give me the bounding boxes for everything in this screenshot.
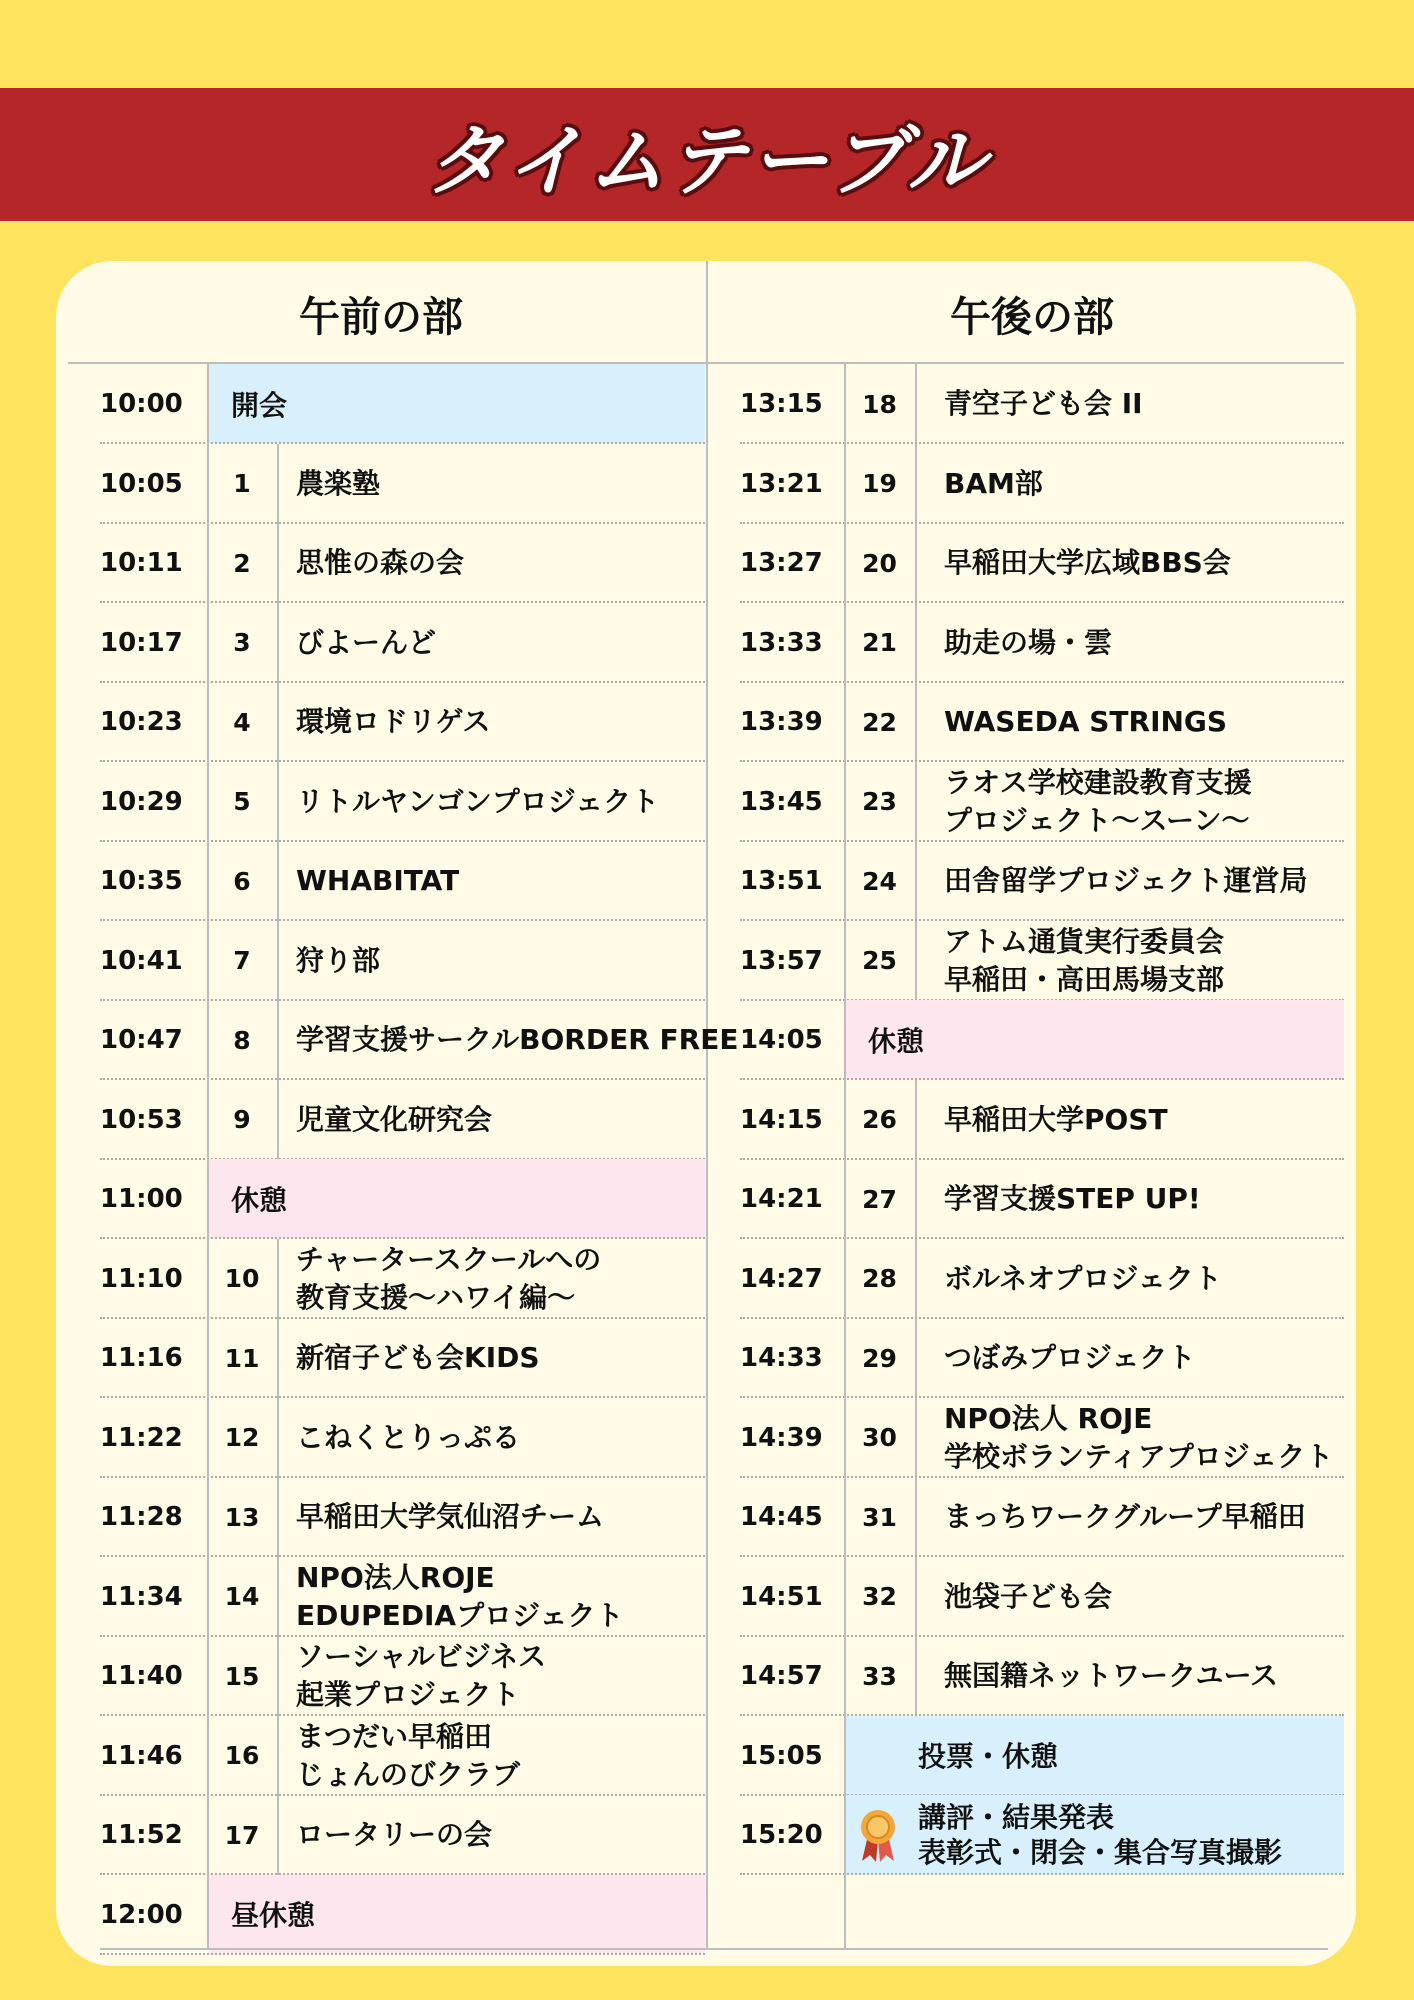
number-divider [915, 1398, 917, 1478]
entry-name [944, 1398, 1333, 1478]
entry-number: 33 [862, 1661, 897, 1691]
number-divider [277, 1318, 279, 1398]
entry-name [296, 523, 464, 603]
schedule-row [740, 364, 1344, 444]
number-divider [915, 1318, 917, 1398]
entry-name-line: EDUPEDIAプロジェクト [296, 1598, 624, 1632]
time-label: 11:40 [100, 1661, 183, 1691]
number-divider [915, 444, 917, 524]
entry-name-line: 早稲田大学広域BBS会 [944, 546, 1231, 579]
entry-number: 14 [224, 1582, 260, 1611]
entry-number: 23 [862, 787, 897, 816]
entry-number: 17 [224, 1820, 260, 1850]
schedule-row [100, 1875, 705, 1955]
entry-number: 13 [224, 1502, 260, 1532]
entry-name [944, 1080, 1168, 1160]
entry-number: 9 [233, 1105, 251, 1134]
time-label: 11:28 [100, 1502, 183, 1532]
schedule-row [100, 523, 705, 603]
number-divider [277, 1557, 279, 1637]
entry-number: 32 [862, 1582, 897, 1611]
row-rule [100, 1953, 705, 1955]
entry-name [944, 603, 1112, 683]
time-label: 14:57 [740, 1661, 823, 1691]
entry-name-line: こねくとりっぷる [296, 1420, 521, 1454]
schedule-row [100, 1159, 705, 1239]
schedule-row [100, 1477, 705, 1557]
entry-number: 16 [224, 1741, 260, 1770]
schedule-row [740, 1000, 1344, 1080]
entry-number: 3 [233, 628, 251, 657]
entry-name-line: 農楽塾 [296, 466, 381, 500]
entry-number: 4 [233, 707, 251, 737]
schedule-row [100, 921, 705, 1001]
break-block [209, 1875, 705, 1954]
entry-name-line: まつだい早稲田 [296, 1719, 493, 1753]
schedule-row [100, 1557, 705, 1637]
entry-name [944, 1557, 1112, 1637]
time-label: 11:52 [100, 1820, 183, 1850]
entry-name-line: 思惟の森の会 [296, 546, 465, 579]
break-label: 休憩 [231, 1183, 288, 1217]
number-divider [277, 1000, 279, 1080]
time-label: 10:53 [100, 1104, 183, 1135]
number-divider [277, 1795, 279, 1875]
schedule-row [100, 1398, 705, 1478]
time-label: 14:39 [740, 1422, 823, 1453]
entry-name [944, 841, 1307, 921]
time-label: 14:51 [740, 1581, 823, 1612]
entry-name [944, 1159, 1201, 1239]
schedule-row [740, 1716, 1344, 1796]
schedule-row [100, 1636, 705, 1716]
schedule-row [100, 1795, 705, 1875]
number-divider [915, 1159, 917, 1239]
entry-number: 7 [233, 946, 251, 975]
break-label: 開会 [231, 388, 288, 422]
time-label: 14:05 [740, 1025, 823, 1055]
closing-block-text [846, 1800, 1282, 1870]
time-label: 15:05 [740, 1740, 823, 1771]
column-divider [706, 261, 708, 1949]
entry-name [944, 682, 1227, 762]
entry-name-line: ラオス学校建設教育支援 [944, 765, 1252, 799]
entry-name [296, 841, 459, 921]
time-label: 12:00 [100, 1899, 183, 1930]
entry-number: 12 [224, 1423, 260, 1452]
entry-name [944, 1318, 1195, 1398]
entry-name-line: チャータースクールへの [296, 1242, 602, 1276]
number-divider [915, 762, 917, 842]
entry-name-line: まっちワークグループ早稲田 [944, 1500, 1306, 1533]
entry-name-line: 学校ボランティアプロジェクト [944, 1439, 1334, 1473]
schedule-row [100, 1239, 705, 1319]
entry-name [296, 1080, 492, 1160]
time-label: 14:15 [740, 1104, 823, 1135]
entry-number: 26 [862, 1105, 897, 1134]
time-label: 11:46 [100, 1740, 183, 1771]
entry-name-line: 学習支援STEP UP! [944, 1182, 1201, 1215]
entry-number: 6 [233, 866, 251, 896]
time-label: 13:57 [740, 945, 823, 976]
break-block [846, 1795, 1344, 1874]
entry-name [296, 1239, 601, 1319]
schedule-row [740, 1239, 1344, 1319]
entry-name-line: リトルヤンゴンプロジェクト [296, 784, 660, 818]
entry-name-line: 教育支援〜ハワイ編〜 [296, 1280, 576, 1314]
time-label: 14:21 [740, 1184, 823, 1214]
entry-name-line: 学習支援サークルBORDER FREE [296, 1023, 739, 1056]
entry-name [944, 1477, 1306, 1557]
entry-name-line: 助走の場・雲 [944, 625, 1113, 659]
entry-name [944, 444, 1043, 524]
time-label: 10:23 [100, 707, 183, 737]
entry-name [296, 1716, 520, 1796]
entry-number: 20 [862, 548, 897, 578]
morning-header: 午前の部 [299, 292, 463, 341]
entry-name-line: ソーシャルビジネス [296, 1640, 547, 1673]
entry-name-line: 無国籍ネットワークユース [944, 1659, 1279, 1692]
entry-name [944, 1239, 1222, 1319]
entry-name [296, 1636, 546, 1716]
row-rule [740, 1873, 1344, 1875]
entry-name [296, 1557, 624, 1637]
time-column-divider [844, 364, 846, 1948]
schedule-row [740, 1318, 1344, 1398]
number-divider [277, 921, 279, 1001]
entry-name-line: 早稲田・高田馬場支部 [944, 962, 1225, 996]
entry-number: 21 [862, 628, 897, 657]
schedule-row [100, 444, 705, 524]
entry-name-line: アトム通貨実行委員会 [944, 924, 1225, 958]
entry-name-line: NPO法人ROJE [296, 1560, 495, 1594]
entry-name-line: じょんのびクラブ [296, 1757, 521, 1791]
entry-name-line: つぼみプロジェクト [944, 1341, 1196, 1374]
entry-name [296, 921, 380, 1001]
schedule-row [740, 762, 1344, 842]
entry-number: 31 [862, 1502, 897, 1532]
number-divider [277, 1398, 279, 1478]
schedule-row [740, 841, 1344, 921]
entry-number: 22 [862, 707, 897, 737]
number-divider [277, 1477, 279, 1557]
number-divider [915, 523, 917, 603]
entry-name-line: プロジェクト〜スーン〜 [944, 803, 1250, 837]
entry-name-line: 環境ロドリゲス [296, 705, 491, 738]
number-divider [915, 1557, 917, 1637]
number-divider [915, 1477, 917, 1557]
time-label: 10:00 [100, 389, 183, 419]
time-label: 13:51 [740, 866, 823, 896]
entry-name-line: ロータリーの会 [296, 1818, 493, 1851]
break-block [846, 1716, 1344, 1795]
entry-name [944, 523, 1231, 603]
break-label: 投票・休憩 [918, 1740, 1059, 1773]
number-divider [277, 682, 279, 762]
entry-name-line: 児童文化研究会 [296, 1102, 493, 1136]
schedule-row [740, 921, 1344, 1001]
entry-name-line: 狩り部 [296, 943, 381, 977]
schedule-row [740, 1557, 1344, 1637]
entry-number: 8 [233, 1025, 251, 1055]
entry-name-line: 早稲田大学POST [944, 1102, 1168, 1136]
time-label: 15:20 [740, 1820, 823, 1850]
schedule-row [100, 1716, 705, 1796]
schedule-row [740, 444, 1344, 524]
break-label: 昼休憩 [231, 1899, 316, 1932]
time-label: 13:33 [740, 627, 823, 658]
entry-name-line: びよーんど [296, 625, 437, 659]
entry-number: 29 [862, 1343, 897, 1373]
entry-name [296, 762, 659, 842]
schedule-row [100, 682, 705, 762]
entry-name [296, 603, 436, 683]
entry-name [296, 682, 490, 762]
time-label: 10:11 [100, 548, 183, 578]
schedule-row [740, 603, 1344, 683]
entry-number: 24 [862, 866, 897, 896]
afternoon-header: 午後の部 [950, 292, 1114, 341]
number-divider [277, 1080, 279, 1160]
entry-name [944, 1636, 1278, 1716]
schedule-row [740, 1795, 1344, 1875]
entry-name-line: 池袋子ども会 [944, 1579, 1113, 1613]
page-title: タイムテーブル [425, 116, 989, 207]
medal-icon [856, 1807, 900, 1870]
number-divider [277, 1636, 279, 1716]
entry-name [296, 1795, 492, 1875]
number-divider [915, 1636, 917, 1716]
schedule-row [100, 1318, 705, 1398]
title-banner [0, 88, 1414, 221]
schedule-row [740, 1159, 1344, 1239]
schedule-row [740, 523, 1344, 603]
time-label: 14:45 [740, 1502, 823, 1532]
number-divider [277, 1239, 279, 1319]
time-label: 11:00 [100, 1184, 183, 1214]
time-label: 11:34 [100, 1581, 183, 1612]
entry-number: 18 [862, 389, 897, 419]
time-label: 13:39 [740, 707, 823, 737]
number-divider [277, 1716, 279, 1796]
entry-name-line: 新宿子ども会KIDS [296, 1341, 540, 1374]
break-block [209, 1159, 705, 1238]
time-label: 13:27 [740, 548, 823, 578]
schedule-row [100, 762, 705, 842]
schedule-row [100, 364, 705, 444]
schedule-row [100, 1080, 705, 1160]
entry-number: 2 [233, 548, 251, 578]
time-label: 10:29 [100, 786, 183, 817]
entry-name-line: 起業プロジェクト [296, 1678, 520, 1711]
time-label: 11:16 [100, 1343, 183, 1373]
entry-name-line: WASEDA STRINGS [944, 705, 1228, 738]
entry-name [296, 1318, 540, 1398]
entry-name-line: NPO法人 ROJE [944, 1401, 1153, 1435]
entry-name [944, 762, 1252, 842]
entry-name [296, 1398, 520, 1478]
time-label: 13:45 [740, 786, 823, 817]
schedule-row [740, 1398, 1344, 1478]
schedule-row [100, 603, 705, 683]
schedule-row [740, 682, 1344, 762]
time-label: 13:21 [740, 468, 823, 499]
entry-number: 11 [224, 1343, 260, 1373]
number-divider [915, 364, 917, 444]
entry-name [296, 1477, 604, 1557]
entry-number: 28 [862, 1264, 897, 1293]
entry-name [296, 1000, 739, 1080]
time-label: 10:47 [100, 1025, 183, 1055]
entry-name-line: BAM部 [944, 466, 1043, 500]
time-label: 14:27 [740, 1263, 823, 1294]
number-divider [277, 762, 279, 842]
schedule-row [100, 1000, 739, 1080]
number-divider [915, 921, 917, 1001]
entry-number: 30 [862, 1423, 897, 1452]
break-label: 休憩 [868, 1024, 925, 1058]
number-divider [277, 444, 279, 524]
number-divider [915, 682, 917, 762]
entry-name-line: WHABITAT [296, 864, 460, 897]
break-block [209, 364, 705, 443]
entry-number: 25 [862, 946, 897, 975]
entry-number: 5 [233, 787, 251, 816]
number-divider [277, 841, 279, 921]
number-divider [915, 603, 917, 683]
schedule-row [740, 1636, 1344, 1716]
time-label: 14:33 [740, 1343, 823, 1373]
time-label: 10:41 [100, 945, 183, 976]
schedule-row [740, 1477, 1344, 1557]
time-label: 13:15 [740, 389, 823, 419]
number-divider [277, 523, 279, 603]
entry-name-line: 田舎留学プロジェクト運営局 [944, 864, 1308, 897]
entry-name [944, 921, 1224, 1001]
closing-line: 講評・結果発表 [918, 1800, 1115, 1834]
entry-name [944, 364, 1143, 444]
number-divider [915, 1080, 917, 1160]
entry-number: 19 [862, 469, 897, 498]
entry-number: 1 [233, 469, 251, 498]
entry-name-line: ボルネオプロジェクト [944, 1261, 1222, 1295]
entry-name-line: 青空子ども会 II [944, 387, 1143, 420]
entry-name-line: 早稲田大学気仙沼チーム [296, 1500, 605, 1533]
number-divider [277, 603, 279, 683]
number-divider [915, 841, 917, 921]
number-divider [915, 1239, 917, 1319]
entry-number: 27 [862, 1184, 897, 1214]
entry-number: 15 [224, 1661, 260, 1691]
time-label: 11:22 [100, 1422, 183, 1453]
time-label: 10:35 [100, 866, 183, 896]
time-label: 11:10 [100, 1263, 183, 1294]
break-block [846, 1000, 1344, 1079]
time-label: 10:05 [100, 468, 183, 499]
time-column-divider [207, 364, 209, 1948]
time-label: 10:17 [100, 627, 183, 658]
schedule-row [100, 841, 705, 921]
entry-number: 10 [224, 1264, 260, 1293]
entry-name [296, 444, 380, 524]
bottom-rule [100, 1948, 1328, 1950]
closing-line: 表彰式・閉会・集合写真撮影 [918, 1835, 1283, 1869]
schedule-row [740, 1080, 1344, 1160]
